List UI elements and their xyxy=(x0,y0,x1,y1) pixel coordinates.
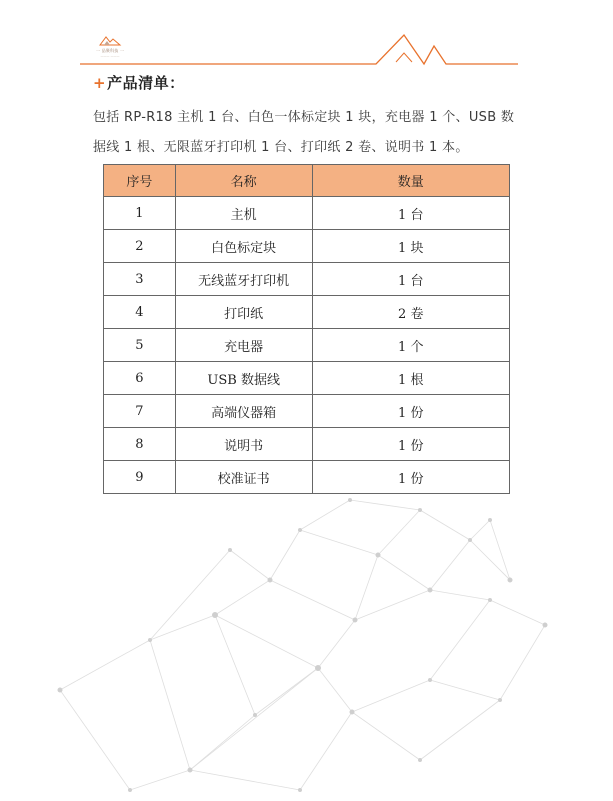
cell-quantity: 1 份 xyxy=(312,428,509,461)
cell-quantity: 1 份 xyxy=(312,461,509,494)
cell-name: 打印纸 xyxy=(175,296,312,329)
table-row xyxy=(104,296,510,329)
cell-name: 无线蓝牙打印机 xyxy=(175,263,312,296)
product-list-table xyxy=(103,164,510,494)
table-row xyxy=(104,329,510,362)
cell-index: 5 xyxy=(104,329,176,362)
table-row xyxy=(104,362,510,395)
plus-icon: + xyxy=(93,74,107,92)
cell-name: 主机 xyxy=(175,197,312,230)
cell-quantity: 1 份 xyxy=(312,395,509,428)
table-row xyxy=(104,428,510,461)
cell-index: 2 xyxy=(104,230,176,263)
table-header-row xyxy=(104,165,510,197)
table-row xyxy=(104,263,510,296)
cell-quantity: 2 卷 xyxy=(312,296,509,329)
cell-index: 9 xyxy=(104,461,176,494)
cell-index: 3 xyxy=(104,263,176,296)
cell-name: 白色标定块 xyxy=(175,230,312,263)
logo-name: 一 品聚科技 一 xyxy=(95,48,125,53)
table-row xyxy=(104,395,510,428)
cell-index: 6 xyxy=(104,362,176,395)
table-row xyxy=(104,230,510,263)
cell-name: 充电器 xyxy=(175,329,312,362)
section-heading xyxy=(93,72,185,93)
section-title-text: 产品清单： xyxy=(107,74,185,92)
header-quantity: 数量 xyxy=(312,165,509,197)
cell-index: 4 xyxy=(104,296,176,329)
intro-paragraph: 包括 RP-R18 主机 1 台、白色一体标定块 1 块，充电器 1 个、USB 数据线 1 根、无限蓝牙打印机 1 台、打印纸 2 卷、说明书 1 本。 xyxy=(93,110,515,155)
cell-name: 说明书 xyxy=(175,428,312,461)
cell-quantity: 1 块 xyxy=(312,230,509,263)
cell-index: 8 xyxy=(104,428,176,461)
cell-quantity: 1 台 xyxy=(312,263,509,296)
header-name: 名称 xyxy=(175,165,312,197)
table-row xyxy=(104,461,510,494)
cell-quantity: 1 个 xyxy=(312,329,509,362)
cell-name: 校准证书 xyxy=(175,461,312,494)
logo-tagline: ——— ——— xyxy=(100,54,120,58)
header-index: 序号 xyxy=(104,165,176,197)
cell-index: 1 xyxy=(104,197,176,230)
cell-quantity: 1 根 xyxy=(312,362,509,395)
cell-name: 高端仪器箱 xyxy=(175,395,312,428)
cell-name: USB 数据线 xyxy=(175,362,312,395)
cell-index: 7 xyxy=(104,395,176,428)
cell-quantity: 1 台 xyxy=(312,197,509,230)
table-row xyxy=(104,197,510,230)
